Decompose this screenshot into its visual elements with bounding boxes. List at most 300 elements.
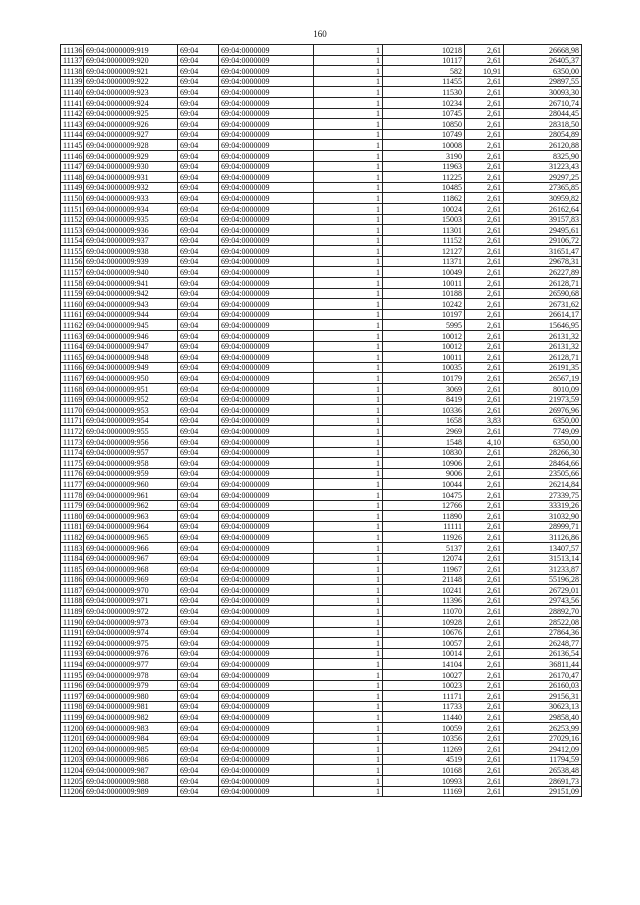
area-value: 10008 [383,140,465,151]
area-value: 10014 [383,648,465,659]
area-value: 11455 [383,76,465,87]
table-row [61,278,582,289]
table-row [61,225,582,236]
region-code: 69:04 [178,564,219,575]
rate-value: 2,61 [465,45,504,56]
rate-value: 2,61 [465,691,504,702]
rate-value: 2,61 [465,595,504,606]
rate-value: 2,61 [465,479,504,490]
rate-value: 2,61 [465,119,504,130]
cost-value: 27339,75 [504,489,582,500]
quarter-code: 69:04:0000009 [219,341,314,352]
cadastral-number: 69:04:0000009:977 [84,659,178,670]
rate-value: 2,61 [465,733,504,744]
quarter-code: 69:04:0000009 [219,595,314,606]
region-code: 69:04 [178,214,219,225]
table-row [61,680,582,691]
cost-value: 29297,25 [504,172,582,183]
rate-value: 2,61 [465,394,504,405]
area-value: 10027 [383,670,465,681]
rate-value: 3,83 [465,415,504,426]
quarter-code: 69:04:0000009 [219,415,314,426]
cost-value: 27365,85 [504,182,582,193]
cost-value: 28266,30 [504,447,582,458]
region-code: 69:04 [178,384,219,395]
area-value: 5995 [383,320,465,331]
cadastral-number: 69:04:0000009:973 [84,617,178,628]
row-index: 11164 [61,341,84,352]
cost-value: 28464,66 [504,458,582,469]
row-index: 11186 [61,574,84,585]
row-index: 11176 [61,468,84,479]
area-value: 8419 [383,394,465,405]
area-value: 12127 [383,246,465,257]
area-value: 10830 [383,447,465,458]
area-value: 12766 [383,500,465,511]
area-value: 10059 [383,723,465,734]
cost-value: 26567,19 [504,373,582,384]
cost-value: 28691,73 [504,775,582,786]
region-code: 69:04 [178,468,219,479]
region-code: 69:04 [178,712,219,723]
parcel-count: 1 [314,511,383,522]
quarter-code: 69:04:0000009 [219,214,314,225]
quarter-code: 69:04:0000009 [219,426,314,437]
rate-value: 2,61 [465,712,504,723]
parcel-count: 1 [314,256,383,267]
parcel-count: 1 [314,150,383,161]
table-row [61,617,582,628]
quarter-code: 69:04:0000009 [219,458,314,469]
registry-body [61,45,582,797]
rate-value: 2,61 [465,384,504,395]
region-code: 69:04 [178,182,219,193]
rate-value: 2,61 [465,373,504,384]
rate-value: 2,61 [465,564,504,575]
quarter-code: 69:04:0000009 [219,627,314,638]
quarter-code: 69:04:0000009 [219,256,314,267]
row-index: 11143 [61,119,84,130]
table-row [61,765,582,776]
region-code: 69:04 [178,352,219,363]
area-value: 11862 [383,193,465,204]
cadastral-number: 69:04:0000009:980 [84,691,178,702]
rate-value: 2,61 [465,193,504,204]
cadastral-number: 69:04:0000009:952 [84,394,178,405]
table-row [61,426,582,437]
cost-value: 8325,90 [504,150,582,161]
table-row [61,648,582,659]
region-code: 69:04 [178,723,219,734]
quarter-code: 69:04:0000009 [219,246,314,257]
table-row [61,564,582,575]
table-row [61,150,582,161]
cost-value: 26405,37 [504,55,582,66]
row-index: 11141 [61,97,84,108]
region-code: 69:04 [178,225,219,236]
cadastral-number: 69:04:0000009:969 [84,574,178,585]
cadastral-number: 69:04:0000009:937 [84,235,178,246]
row-index: 11187 [61,585,84,596]
cost-value: 26131,32 [504,341,582,352]
table-row [61,87,582,98]
rate-value: 2,61 [465,362,504,373]
parcel-count: 1 [314,55,383,66]
cadastral-number: 69:04:0000009:934 [84,203,178,214]
quarter-code: 69:04:0000009 [219,585,314,596]
parcel-count: 1 [314,405,383,416]
row-index: 11204 [61,765,84,776]
quarter-code: 69:04:0000009 [219,76,314,87]
cadastral-number: 69:04:0000009:974 [84,627,178,638]
row-index: 11140 [61,87,84,98]
parcel-count: 1 [314,595,383,606]
rate-value: 2,61 [465,574,504,585]
parcel-count: 1 [314,659,383,670]
cadastral-number: 69:04:0000009:930 [84,161,178,172]
quarter-code: 69:04:0000009 [219,278,314,289]
cost-value: 27864,36 [504,627,582,638]
quarter-code: 69:04:0000009 [219,670,314,681]
region-code: 69:04 [178,532,219,543]
cadastral-number: 69:04:0000009:925 [84,108,178,119]
row-index: 11198 [61,701,84,712]
row-index: 11145 [61,140,84,151]
region-code: 69:04 [178,617,219,628]
area-value: 10234 [383,97,465,108]
cost-value: 26160,03 [504,680,582,691]
area-value: 10906 [383,458,465,469]
table-row [61,754,582,765]
quarter-code: 69:04:0000009 [219,500,314,511]
row-index: 11138 [61,66,84,77]
quarter-code: 69:04:0000009 [219,468,314,479]
parcel-count: 1 [314,500,383,511]
rate-value: 2,61 [465,723,504,734]
region-code: 69:04 [178,458,219,469]
cost-value: 29151,09 [504,786,582,797]
area-value: 10993 [383,775,465,786]
area-value: 10179 [383,373,465,384]
parcel-count: 1 [314,574,383,585]
row-index: 11183 [61,542,84,553]
table-row [61,458,582,469]
cadastral-number: 69:04:0000009:919 [84,45,178,56]
cadastral-number: 69:04:0000009:943 [84,299,178,310]
region-code: 69:04 [178,426,219,437]
table-row [61,193,582,204]
cadastral-number: 69:04:0000009:959 [84,468,178,479]
area-value: 10928 [383,617,465,628]
area-value: 10241 [383,585,465,596]
region-code: 69:04 [178,246,219,257]
parcel-count: 1 [314,76,383,87]
parcel-count: 1 [314,415,383,426]
parcel-count: 1 [314,394,383,405]
cost-value: 23505,66 [504,468,582,479]
row-index: 11192 [61,638,84,649]
table-row [61,384,582,395]
row-index: 11189 [61,606,84,617]
row-index: 11203 [61,754,84,765]
cadastral-number: 69:04:0000009:970 [84,585,178,596]
row-index: 11151 [61,203,84,214]
parcel-count: 1 [314,129,383,140]
area-value: 10044 [383,479,465,490]
area-value: 11152 [383,235,465,246]
row-index: 11168 [61,384,84,395]
table-row [61,55,582,66]
quarter-code: 69:04:0000009 [219,733,314,744]
cost-value: 26214,84 [504,479,582,490]
row-index: 11158 [61,278,84,289]
quarter-code: 69:04:0000009 [219,129,314,140]
parcel-count: 1 [314,373,383,384]
region-code: 69:04 [178,670,219,681]
rate-value: 2,61 [465,775,504,786]
quarter-code: 69:04:0000009 [219,150,314,161]
cadastral-number: 69:04:0000009:938 [84,246,178,257]
cost-value: 39157,83 [504,214,582,225]
parcel-count: 1 [314,521,383,532]
parcel-count: 1 [314,701,383,712]
table-row [61,553,582,564]
rate-value: 2,61 [465,680,504,691]
cost-value: 11794,59 [504,754,582,765]
rate-value: 2,61 [465,331,504,342]
cadastral-number: 69:04:0000009:942 [84,288,178,299]
row-index: 11197 [61,691,84,702]
cost-value: 31233,87 [504,564,582,575]
region-code: 69:04 [178,288,219,299]
quarter-code: 69:04:0000009 [219,680,314,691]
region-code: 69:04 [178,659,219,670]
area-value: 11963 [383,161,465,172]
area-value: 10012 [383,341,465,352]
rate-value: 2,61 [465,235,504,246]
region-code: 69:04 [178,405,219,416]
quarter-code: 69:04:0000009 [219,203,314,214]
table-row [61,288,582,299]
rate-value: 2,61 [465,129,504,140]
row-index: 11199 [61,712,84,723]
rate-value: 2,61 [465,500,504,511]
quarter-code: 69:04:0000009 [219,299,314,310]
cost-value: 31513,14 [504,553,582,564]
table-row [61,341,582,352]
quarter-code: 69:04:0000009 [219,66,314,77]
table-row [61,723,582,734]
rate-value: 2,61 [465,532,504,543]
cadastral-number: 69:04:0000009:933 [84,193,178,204]
area-value: 10745 [383,108,465,119]
quarter-code: 69:04:0000009 [219,384,314,395]
quarter-code: 69:04:0000009 [219,638,314,649]
cost-value: 31223,43 [504,161,582,172]
table-row [61,574,582,585]
cost-value: 30093,30 [504,87,582,98]
quarter-code: 69:04:0000009 [219,691,314,702]
cost-value: 26191,35 [504,362,582,373]
cost-value: 8010,09 [504,384,582,395]
cadastral-number: 69:04:0000009:985 [84,744,178,755]
region-code: 69:04 [178,574,219,585]
table-row [61,436,582,447]
quarter-code: 69:04:0000009 [219,45,314,56]
region-code: 69:04 [178,447,219,458]
cost-value: 26538,48 [504,765,582,776]
parcel-count: 1 [314,648,383,659]
area-value: 4519 [383,754,465,765]
row-index: 11170 [61,405,84,416]
region-code: 69:04 [178,691,219,702]
region-code: 69:04 [178,45,219,56]
area-value: 1658 [383,415,465,426]
region-code: 69:04 [178,235,219,246]
cadastral-number: 69:04:0000009:940 [84,267,178,278]
parcel-count: 1 [314,426,383,437]
area-value: 10012 [383,331,465,342]
region-code: 69:04 [178,744,219,755]
table-row [61,320,582,331]
region-code: 69:04 [178,140,219,151]
table-row [61,256,582,267]
cadastral-number: 69:04:0000009:962 [84,500,178,511]
cost-value: 26614,17 [504,309,582,320]
region-code: 69:04 [178,193,219,204]
cadastral-number: 69:04:0000009:987 [84,765,178,776]
area-value: 15003 [383,214,465,225]
cost-value: 31032,90 [504,511,582,522]
table-row [61,405,582,416]
row-index: 11137 [61,55,84,66]
row-index: 11178 [61,489,84,500]
area-value: 11171 [383,691,465,702]
table-row [61,521,582,532]
cadastral-number: 69:04:0000009:951 [84,384,178,395]
parcel-count: 1 [314,172,383,183]
area-value: 10049 [383,267,465,278]
row-index: 11161 [61,309,84,320]
rate-value: 2,61 [465,246,504,257]
quarter-code: 69:04:0000009 [219,765,314,776]
row-index: 11169 [61,394,84,405]
table-row [61,701,582,712]
table-row [61,479,582,490]
cost-value: 26131,32 [504,331,582,342]
table-row [61,489,582,500]
table-row [61,733,582,744]
quarter-code: 69:04:0000009 [219,723,314,734]
row-index: 11188 [61,595,84,606]
parcel-count: 1 [314,214,383,225]
parcel-count: 1 [314,691,383,702]
row-index: 11146 [61,150,84,161]
row-index: 11156 [61,256,84,267]
parcel-count: 1 [314,108,383,119]
rate-value: 2,61 [465,617,504,628]
quarter-code: 69:04:0000009 [219,659,314,670]
cost-value: 6350,00 [504,436,582,447]
row-index: 11144 [61,129,84,140]
parcel-count: 1 [314,532,383,543]
cost-value: 13407,57 [504,542,582,553]
region-code: 69:04 [178,436,219,447]
rate-value: 2,61 [465,765,504,776]
quarter-code: 69:04:0000009 [219,161,314,172]
cost-value: 26120,88 [504,140,582,151]
parcel-count: 1 [314,299,383,310]
table-row [61,659,582,670]
table-row [61,246,582,257]
cost-value: 28054,89 [504,129,582,140]
parcel-count: 1 [314,617,383,628]
cadastral-number: 69:04:0000009:948 [84,352,178,363]
table-row [61,76,582,87]
rate-value: 2,61 [465,267,504,278]
region-code: 69:04 [178,479,219,490]
table-row [61,235,582,246]
table-row [61,172,582,183]
row-index: 11191 [61,627,84,638]
area-value: 11225 [383,172,465,183]
area-value: 582 [383,66,465,77]
rate-value: 2,61 [465,76,504,87]
table-row [61,468,582,479]
cadastral-number: 69:04:0000009:984 [84,733,178,744]
cost-value: 29106,72 [504,235,582,246]
area-value: 5137 [383,542,465,553]
parcel-count: 1 [314,140,383,151]
parcel-count: 1 [314,436,383,447]
row-index: 11179 [61,500,84,511]
cadastral-number: 69:04:0000009:964 [84,521,178,532]
cost-value: 6350,00 [504,415,582,426]
quarter-code: 69:04:0000009 [219,712,314,723]
row-index: 11150 [61,193,84,204]
area-value: 11967 [383,564,465,575]
table-row [61,775,582,786]
rate-value: 2,61 [465,553,504,564]
rate-value: 4,10 [465,436,504,447]
quarter-code: 69:04:0000009 [219,542,314,553]
cost-value: 31651,47 [504,246,582,257]
rate-value: 10,91 [465,66,504,77]
cadastral-number: 69:04:0000009:929 [84,150,178,161]
cost-value: 30623,13 [504,701,582,712]
rate-value: 2,61 [465,225,504,236]
parcel-count: 1 [314,352,383,363]
area-value: 10011 [383,352,465,363]
rate-value: 2,61 [465,638,504,649]
rate-value: 2,61 [465,320,504,331]
quarter-code: 69:04:0000009 [219,744,314,755]
cadastral-number: 69:04:0000009:944 [84,309,178,320]
rate-value: 2,61 [465,606,504,617]
parcel-count: 1 [314,744,383,755]
area-value: 10218 [383,45,465,56]
row-index: 11181 [61,521,84,532]
row-index: 11167 [61,373,84,384]
row-index: 11194 [61,659,84,670]
area-value: 10197 [383,309,465,320]
table-row [61,606,582,617]
cost-value: 30959,82 [504,193,582,204]
row-index: 11202 [61,744,84,755]
rate-value: 2,61 [465,256,504,267]
row-index: 11196 [61,680,84,691]
table-row [61,97,582,108]
